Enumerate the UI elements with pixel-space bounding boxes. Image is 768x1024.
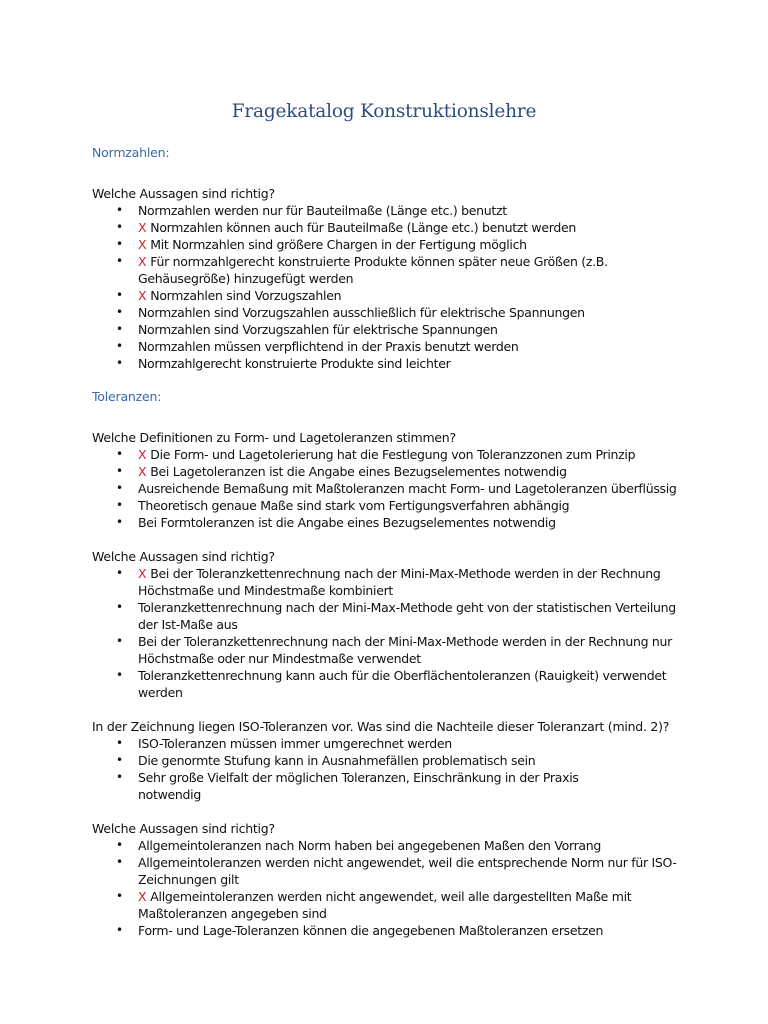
correct-mark: X <box>138 464 147 479</box>
answer-text: Allgemeintoleranzen werden nicht angewendet, weil alle dargestellten Maße mit <box>150 889 632 904</box>
answer-item <box>92 463 692 480</box>
answer-item <box>92 202 692 219</box>
answer-text: Normzahlgerecht konstruierte Produkte sind leichter <box>138 356 451 371</box>
answer-text: Für normzahlgerecht konstruierte Produkte können später neue Größen (z.B. <box>150 254 608 269</box>
answer-text: Allgemeintoleranzen nach Norm haben bei angegebenen Maßen den Vorrang <box>138 838 602 853</box>
bullet-icon: • <box>116 254 123 268</box>
correct-mark: X <box>138 237 147 252</box>
answer-text: Ausreichende Bemaßung mit Maßtoleranzen macht Form- und Lagetoleranzen überflüssig <box>138 481 677 496</box>
bullet-icon: • <box>116 339 123 353</box>
answer-text: Mit Normzahlen sind größere Chargen in der Fertigung möglich <box>150 237 527 252</box>
answer-text: Sehr große Vielfalt der möglichen Toleranzen, Einschränkung in der Praxis <box>138 770 579 785</box>
answer-item <box>92 888 692 905</box>
answer-item <box>92 253 692 270</box>
answer-text: ISO-Toleranzen müssen immer umgerechnet werden <box>138 736 452 751</box>
answer-text: Höchstmaße und Mindestmaße kombiniert <box>138 583 394 598</box>
answer-text: Toleranzkettenrechnung kann auch für die Oberflächentoleranzen (Rauigkeit) verwendet <box>138 668 667 683</box>
answer-text: Theoretisch genaue Maße sind stark vom Fertigungsverfahren abhängig <box>138 498 570 513</box>
answer-item <box>92 854 692 871</box>
answer-text: Normzahlen sind Vorzugszahlen für elektrische Spannungen <box>138 322 498 337</box>
bullet-icon: • <box>116 515 123 529</box>
bullet-icon: • <box>116 288 123 302</box>
document-title: Fragekatalog Konstruktionslehre <box>231 101 537 122</box>
bullet-icon: • <box>116 464 123 478</box>
bullet-icon: • <box>116 923 123 937</box>
answer-text: Bei der Toleranzkettenrechnung nach der Mini-Max-Methode werden in der Rechnung nur <box>138 634 672 649</box>
answer-item <box>92 667 692 684</box>
bullet-icon: • <box>116 566 123 580</box>
answer-text: Normzahlen sind Vorzugszahlen <box>150 288 342 303</box>
answer-item-continuation <box>92 616 692 633</box>
answer-text: Bei Lagetoleranzen ist die Angabe eines Bezugselementes notwendig <box>150 464 567 479</box>
bullet-icon: • <box>116 356 123 370</box>
answer-list <box>92 565 692 701</box>
answer-text: Höchstmaße oder nur Mindestmaße verwendet <box>138 651 421 666</box>
question-text: Welche Aussagen sind richtig? <box>92 821 275 836</box>
answer-text: Zeichnungen gilt <box>138 872 239 887</box>
answer-item-continuation <box>92 582 692 599</box>
bullet-icon: • <box>116 634 123 648</box>
question-text: Welche Aussagen sind richtig? <box>92 186 275 201</box>
bullet-icon: • <box>116 237 123 251</box>
question-text: Welche Definitionen zu Form- und Lagetoleranzen stimmen? <box>92 430 456 445</box>
bullet-icon: • <box>116 668 123 682</box>
correct-mark: X <box>138 254 147 269</box>
answer-item-continuation <box>92 684 692 701</box>
answer-item <box>92 236 692 253</box>
bullet-icon: • <box>116 855 123 869</box>
answer-item-continuation <box>92 270 692 287</box>
document-body <box>92 145 692 956</box>
question-text: In der Zeichnung liegen ISO-Toleranzen vor. Was sind die Nachteile dieser Toleranzart (mind. 2)? <box>92 719 670 734</box>
answer-text: Normzahlen müssen verpflichtend in der Praxis benutzt werden <box>138 339 519 354</box>
bullet-icon: • <box>116 838 123 852</box>
answer-text: Toleranzkettenrechnung nach der Mini-Max-Methode geht von der statistischen Verteilung <box>138 600 676 615</box>
bullet-icon: • <box>116 220 123 234</box>
section-heading: Normzahlen: <box>92 145 170 160</box>
bullet-icon: • <box>116 770 123 784</box>
answer-item <box>92 837 692 854</box>
answer-item <box>92 219 692 236</box>
answer-item <box>92 321 692 338</box>
bullet-icon: • <box>116 753 123 767</box>
answer-item <box>92 769 692 786</box>
section-heading: Toleranzen: <box>92 389 162 404</box>
answer-item <box>92 752 692 769</box>
answer-item <box>92 480 692 497</box>
answer-list <box>92 446 692 531</box>
answer-item <box>92 565 692 582</box>
answer-item <box>92 304 692 321</box>
answer-text: Normzahlen können auch für Bauteilmaße (Länge etc.) benutzt werden <box>150 220 576 235</box>
bullet-icon: • <box>116 447 123 461</box>
bullet-icon: • <box>116 498 123 512</box>
answer-item <box>92 287 692 304</box>
correct-mark: X <box>138 889 147 904</box>
answer-item-continuation <box>92 871 692 888</box>
answer-list <box>92 202 692 372</box>
answer-text: Bei der Toleranzkettenrechnung nach der Mini-Max-Methode werden in der Rechnung <box>150 566 661 581</box>
answer-text: Normzahlen werden nur für Bauteilmaße (Länge etc.) benutzt <box>138 203 507 218</box>
answer-text: werden <box>138 685 183 700</box>
answer-item <box>92 338 692 355</box>
answer-item <box>92 446 692 463</box>
answer-item-continuation <box>92 786 692 803</box>
answer-list <box>92 837 692 939</box>
answer-item-continuation <box>92 650 692 667</box>
bullet-icon: • <box>116 322 123 336</box>
answer-item <box>92 633 692 650</box>
answer-text: Die genormte Stufung kann in Ausnahmefällen problematisch sein <box>138 753 536 768</box>
answer-text: Gehäusegröße) hinzugefügt werden <box>138 271 354 286</box>
answer-text: Bei Formtoleranzen ist die Angabe eines Bezugselementes notwendig <box>138 515 556 530</box>
answer-item <box>92 922 692 939</box>
bullet-icon: • <box>116 203 123 217</box>
correct-mark: X <box>138 220 147 235</box>
answer-text: Normzahlen sind Vorzugszahlen ausschließlich für elektrische Spannungen <box>138 305 585 320</box>
answer-text: Maßtoleranzen angegeben sind <box>138 906 327 921</box>
answer-item-continuation <box>92 905 692 922</box>
question-text: Welche Aussagen sind richtig? <box>92 549 275 564</box>
bullet-icon: • <box>116 889 123 903</box>
answer-list <box>92 735 692 803</box>
answer-text: notwendig <box>138 787 201 802</box>
answer-text: Form- und Lage-Toleranzen können die angegebenen Maßtoleranzen ersetzen <box>138 923 604 938</box>
bullet-icon: • <box>116 736 123 750</box>
correct-mark: X <box>138 566 147 581</box>
answer-item <box>92 599 692 616</box>
answer-text: Die Form- und Lagetolerierung hat die Festlegung von Toleranzzonen zum Prinzip <box>150 447 636 462</box>
bullet-icon: • <box>116 305 123 319</box>
answer-item <box>92 355 692 372</box>
answer-text: Allgemeintoleranzen werden nicht angewendet, weil die entsprechende Norm nur für ISO- <box>138 855 677 870</box>
answer-text: der Ist-Maße aus <box>138 617 238 632</box>
answer-item <box>92 497 692 514</box>
answer-item <box>92 735 692 752</box>
bullet-icon: • <box>116 481 123 495</box>
bullet-icon: • <box>116 600 123 614</box>
correct-mark: X <box>138 447 147 462</box>
answer-item <box>92 514 692 531</box>
correct-mark: X <box>138 288 147 303</box>
